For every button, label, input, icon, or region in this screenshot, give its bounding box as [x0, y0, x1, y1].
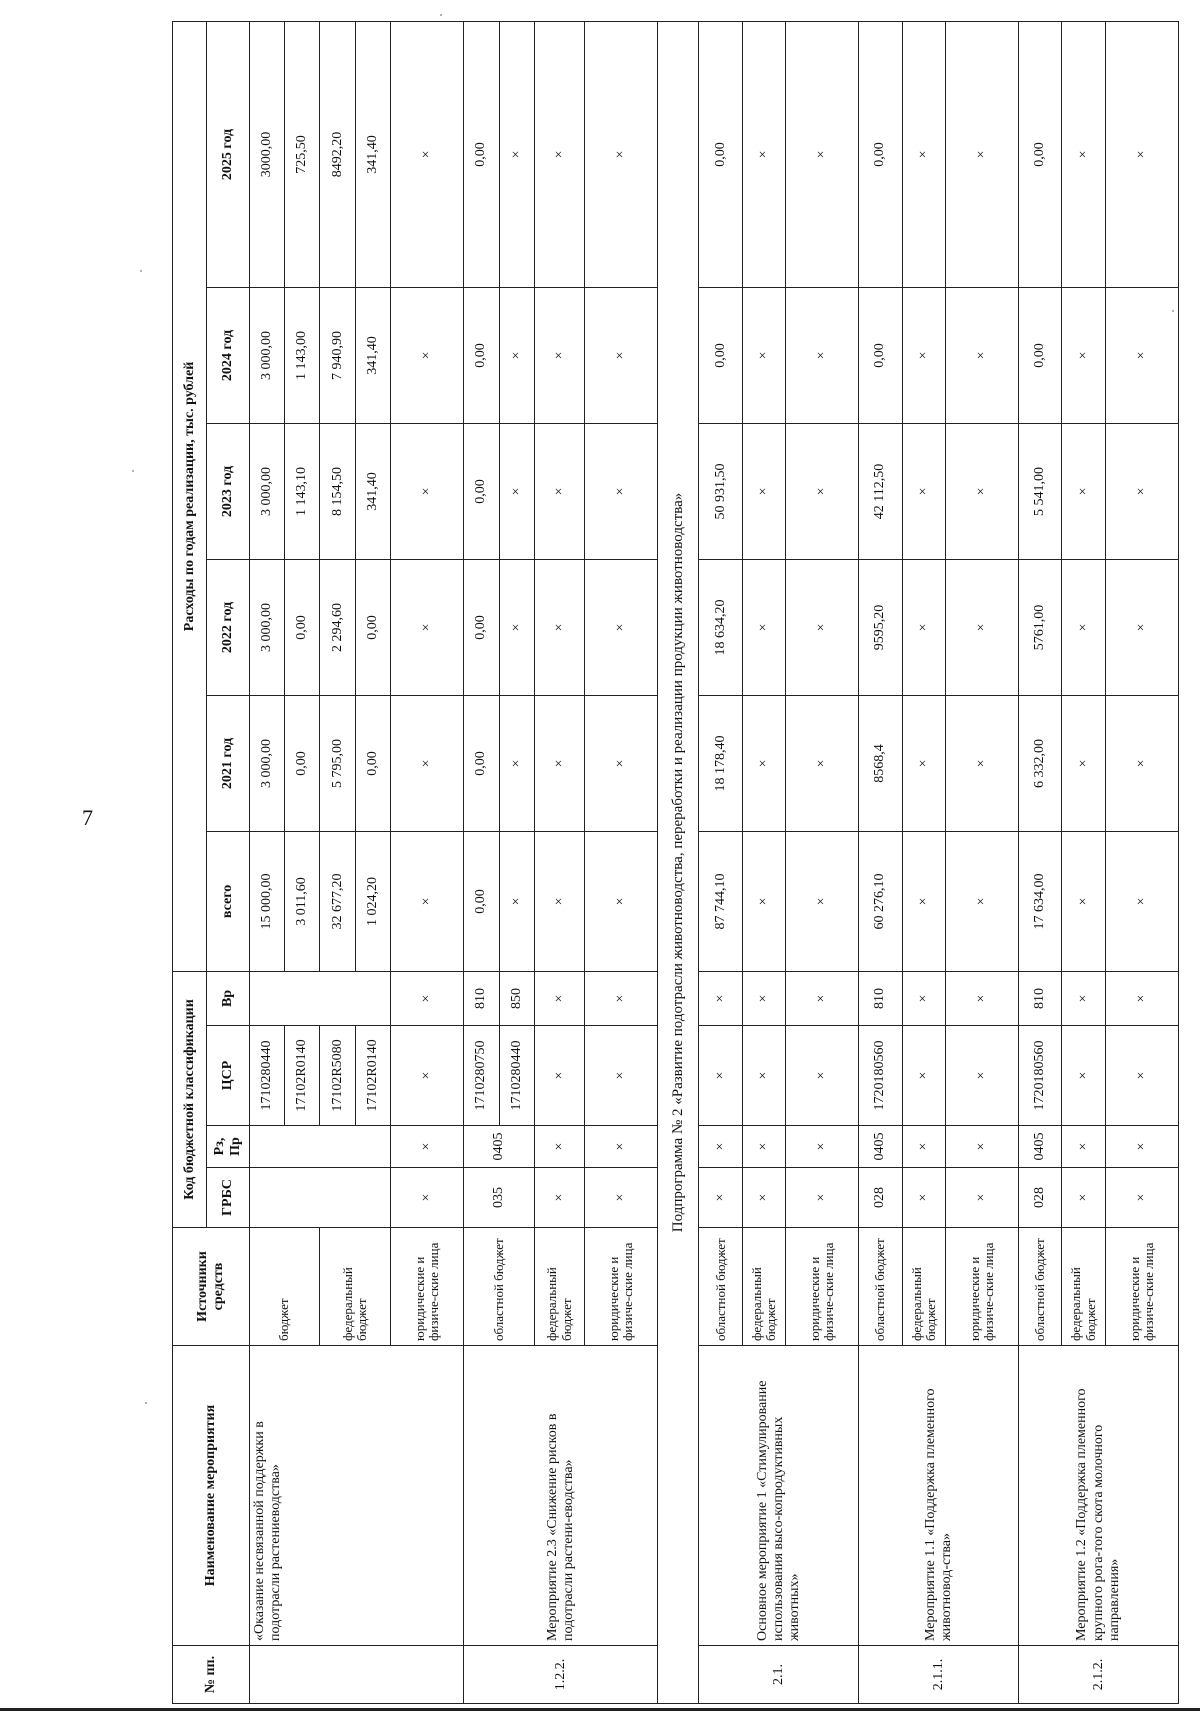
- table-cell: 6 332,00: [1019, 695, 1062, 831]
- table-cell: ×: [391, 559, 464, 695]
- table-cell: 0,00: [285, 559, 320, 695]
- table-cell: ×: [585, 1168, 658, 1228]
- table-cell: ×: [786, 695, 859, 831]
- table-cell: 9595,20: [859, 559, 902, 695]
- table-cell: ×: [535, 287, 585, 423]
- table-cell: 0,00: [285, 695, 320, 831]
- table-cell: 50 931,50: [699, 423, 742, 559]
- block1-csr-4: 17102R0140: [355, 1026, 390, 1126]
- scan-bottom-edge: [0, 1708, 1200, 1711]
- table-cell: ×: [902, 21, 945, 287]
- table-cell: ×: [902, 831, 945, 971]
- row122-vr-1: 810: [464, 971, 499, 1025]
- table-cell: ×: [742, 1126, 785, 1168]
- table-cell: ×: [1105, 971, 1178, 1025]
- header-num: № пп.: [173, 1646, 250, 1704]
- header-name: Наименование мероприятия: [173, 1346, 250, 1646]
- table-cell: ×: [786, 559, 859, 695]
- table-cell: 0,00: [1019, 21, 1062, 287]
- table-cell: 3 000,00: [249, 287, 284, 423]
- table-cell: ×: [585, 21, 658, 287]
- table-cell: 87 744,10: [699, 831, 742, 971]
- table-cell: ×: [902, 423, 945, 559]
- table-cell: ×: [499, 695, 534, 831]
- row212-num: 2.1.2.: [1019, 1646, 1179, 1704]
- table-cell: ×: [742, 423, 785, 559]
- table-cell: ×: [585, 695, 658, 831]
- table-cell: ×: [902, 695, 945, 831]
- table-cell: 0,00: [464, 423, 499, 559]
- table-cell: ×: [946, 287, 1019, 423]
- scan-speck: [440, 14, 442, 16]
- table-cell: ×: [535, 21, 585, 287]
- table-cell: 725,50: [285, 21, 320, 287]
- table-cell: 15 000,00: [249, 831, 284, 971]
- table-cell: ×: [535, 1126, 585, 1168]
- table-cell: ×: [1105, 1026, 1178, 1126]
- table-cell: ×: [946, 831, 1019, 971]
- table-cell: 18 178,40: [699, 695, 742, 831]
- row122-name: Мероприятие 2.3 «Снижение рисков в подотрасли растени-еводства»: [464, 1346, 658, 1646]
- table-cell: 1720180560: [1019, 1026, 1062, 1126]
- header-grbs: ГРБС: [207, 1168, 249, 1228]
- table-cell: 028: [859, 1168, 902, 1228]
- row122-src-obl: областной бюджет: [464, 1228, 535, 1346]
- row211-src-legal: юридические и физиче-ские лица: [946, 1228, 1019, 1346]
- row122-vr-2: 850: [499, 971, 534, 1025]
- table-cell: ×: [1062, 831, 1105, 971]
- row211-src-obl: областной бюджет: [859, 1228, 902, 1346]
- table-cell: 0,00: [355, 695, 390, 831]
- scan-speck: [140, 270, 142, 272]
- table-cell: ×: [742, 287, 785, 423]
- table-cell: 0,00: [699, 21, 742, 287]
- table-cell: ×: [786, 831, 859, 971]
- page-number: 7: [82, 805, 93, 830]
- table-cell: 7 940,90: [320, 287, 355, 423]
- table-cell: 3 000,00: [249, 423, 284, 559]
- table-cell: 0,00: [464, 21, 499, 287]
- table-cell: ×: [786, 1126, 859, 1168]
- table-cell: ×: [1105, 423, 1178, 559]
- header-csr: ЦСР: [207, 1026, 249, 1126]
- block1-num: [249, 1646, 464, 1704]
- row21-src-obl: областной бюджет: [699, 1228, 742, 1346]
- table-cell: 1 143,00: [285, 287, 320, 423]
- table-cell: ×: [391, 831, 464, 971]
- table-cell: 3 000,00: [249, 559, 284, 695]
- table-cell: 2 294,60: [320, 559, 355, 695]
- table-cell: ×: [902, 559, 945, 695]
- table-cell: 18 634,20: [699, 559, 742, 695]
- table-cell: 0,00: [355, 559, 390, 695]
- table-cell: ×: [946, 971, 1019, 1025]
- table-cell: ×: [742, 1168, 785, 1228]
- table-cell: 32 677,20: [320, 831, 355, 971]
- block1-name: «Оказание несвязанной поддержки в подотрасли растениеводства»: [249, 1346, 464, 1646]
- table-cell: ×: [535, 971, 585, 1025]
- row212-name: Мероприятие 1.2 «Поддержка племенного крупного рога-того скота молочного направления»: [1019, 1346, 1179, 1646]
- table-cell: ×: [585, 1026, 658, 1126]
- header-vr: Вр: [207, 971, 249, 1025]
- block1-src-legal: юридические и физиче-ские лица: [391, 1228, 464, 1346]
- table-cell: 1 143,10: [285, 423, 320, 559]
- row211-src-fed: федеральный бюджет: [902, 1228, 945, 1346]
- table-cell: ×: [1105, 831, 1178, 971]
- table-cell: 810: [1019, 971, 1062, 1025]
- header-2021: 2021 год: [207, 695, 249, 831]
- table-cell: 1720180560: [859, 1026, 902, 1126]
- budget-table-container: [172, 22, 1179, 1704]
- table-cell: ×: [946, 695, 1019, 831]
- row122-src-legal: юридические и физиче-ские лица: [585, 1228, 658, 1346]
- table-cell: 0,00: [859, 21, 902, 287]
- table-cell: ×: [535, 831, 585, 971]
- table-cell: 8492,20: [320, 21, 355, 287]
- table-cell: ×: [902, 971, 945, 1025]
- table-cell: 0,00: [1019, 287, 1062, 423]
- table-cell: ×: [1105, 695, 1178, 831]
- header-total: всего: [207, 831, 249, 971]
- table-cell: 341,40: [355, 287, 390, 423]
- table-cell: ×: [391, 971, 464, 1025]
- row122-num: 1.2.2.: [464, 1646, 658, 1704]
- table-cell: ×: [585, 1126, 658, 1168]
- table-cell: ×: [742, 971, 785, 1025]
- row211-num: 2.1.1.: [859, 1646, 1019, 1704]
- table-cell: ×: [1105, 21, 1178, 287]
- table-cell: ×: [786, 1026, 859, 1126]
- table-cell: ×: [902, 287, 945, 423]
- row122-csr-2: 1710280440: [499, 1026, 534, 1126]
- table-cell: 0405: [1019, 1126, 1062, 1168]
- block1-csr-3: 17102R5080: [320, 1026, 355, 1126]
- table-cell: 341,40: [355, 423, 390, 559]
- table-cell: ×: [535, 1026, 585, 1126]
- header-rzpr: Рз, Пр: [207, 1126, 249, 1168]
- table-cell: ×: [946, 1026, 1019, 1126]
- table-cell: 17 634,00: [1019, 831, 1062, 971]
- table-cell: ×: [499, 287, 534, 423]
- table-cell: ×: [742, 695, 785, 831]
- table-cell: ×: [1062, 21, 1105, 287]
- table-cell: 1 024,20: [355, 831, 390, 971]
- row212-src-fed: федеральный бюджет: [1062, 1228, 1105, 1346]
- table-cell: ×: [946, 1168, 1019, 1228]
- table-cell: ×: [742, 1026, 785, 1126]
- table-cell: ×: [742, 21, 785, 287]
- table-cell: ×: [742, 831, 785, 971]
- table-cell: ×: [535, 559, 585, 695]
- table-cell: ×: [902, 1126, 945, 1168]
- table-cell: ×: [1105, 287, 1178, 423]
- header-expenses: Расходы по годам реализации, тыс. рублей: [173, 21, 207, 971]
- table-cell: ×: [699, 1168, 742, 1228]
- table-cell: ×: [1062, 287, 1105, 423]
- table-cell: 0,00: [699, 287, 742, 423]
- row21-num: 2.1.: [699, 1646, 859, 1704]
- table-cell: ×: [1062, 1168, 1105, 1228]
- table-cell: ×: [1105, 1126, 1178, 1168]
- header-2024: 2024 год: [207, 287, 249, 423]
- block1-src-fed: федеральный бюджет: [320, 1228, 391, 1346]
- header-code: Код бюджетной классификации: [173, 971, 207, 1227]
- table-cell: ×: [499, 831, 534, 971]
- table-cell: ×: [499, 21, 534, 287]
- table-cell: ×: [585, 287, 658, 423]
- table-cell: ×: [1105, 1168, 1178, 1228]
- table-cell: 8 154,50: [320, 423, 355, 559]
- table-cell: ×: [786, 287, 859, 423]
- row212-src-obl: областной бюджет: [1019, 1228, 1062, 1346]
- table-cell: ×: [499, 423, 534, 559]
- scan-speck: [132, 470, 134, 472]
- block1-csr-2: 17102R0140: [285, 1026, 320, 1126]
- table-cell: 5761,00: [1019, 559, 1062, 695]
- table-cell: ×: [391, 21, 464, 287]
- row211-name: Мероприятие 1.1 «Поддержка племенного животновод-ства»: [859, 1346, 1019, 1646]
- table-cell: 3 000,00: [249, 695, 284, 831]
- table-cell: ×: [1062, 971, 1105, 1025]
- table-cell: ×: [499, 559, 534, 695]
- row122-rzpr: 0405: [464, 1126, 535, 1168]
- table-cell: ×: [535, 1168, 585, 1228]
- row122-src-fed: федеральный бюджет: [535, 1228, 585, 1346]
- table-cell: ×: [1105, 559, 1178, 695]
- header-source: Источники средств: [173, 1228, 250, 1346]
- table-cell: ×: [535, 423, 585, 559]
- table-cell: ×: [1062, 559, 1105, 695]
- table-cell: 3 011,60: [285, 831, 320, 971]
- table-cell: ×: [786, 423, 859, 559]
- table-cell: ×: [946, 423, 1019, 559]
- table-cell: ×: [391, 287, 464, 423]
- table-cell: ×: [1062, 695, 1105, 831]
- scan-speck: [145, 1402, 147, 1404]
- table-cell: ×: [946, 1126, 1019, 1168]
- table-cell: ×: [786, 21, 859, 287]
- header-2023: 2023 год: [207, 423, 249, 559]
- table-cell: ×: [391, 1126, 464, 1168]
- table-cell: ×: [391, 423, 464, 559]
- table-cell: ×: [535, 695, 585, 831]
- row21-name: Основное мероприятие 1 «Стимулирование использования высо-копродуктивных животных»: [699, 1346, 859, 1646]
- table-cell: ×: [1062, 1026, 1105, 1126]
- row122-grbs: 035: [464, 1168, 535, 1228]
- table-cell: 0,00: [464, 559, 499, 695]
- budget-table: [172, 21, 1179, 1704]
- table-cell: ×: [786, 971, 859, 1025]
- table-cell: 0,00: [464, 287, 499, 423]
- table-cell: ×: [902, 1168, 945, 1228]
- table-cell: ×: [585, 971, 658, 1025]
- table-cell: ×: [585, 423, 658, 559]
- block1-rzpr: [249, 1126, 391, 1168]
- table-cell: 0,00: [464, 695, 499, 831]
- subprogram-title: Подпрограмма № 2 «Развитие подотрасли животноводства, переработки и реализации продукции животноводства»: [658, 21, 699, 1703]
- table-cell: ×: [946, 21, 1019, 287]
- table-cell: 8568,4: [859, 695, 902, 831]
- table-cell: ×: [585, 831, 658, 971]
- table-cell: 810: [859, 971, 902, 1025]
- block1-csr-1: 1710280440: [249, 1026, 284, 1126]
- table-cell: 0,00: [859, 287, 902, 423]
- table-cell: ×: [902, 1026, 945, 1126]
- table-cell: ×: [699, 1026, 742, 1126]
- table-cell: ×: [1062, 423, 1105, 559]
- row21-src-fed: федеральный бюджет: [742, 1228, 785, 1346]
- table-cell: ×: [699, 971, 742, 1025]
- table-cell: 42 112,50: [859, 423, 902, 559]
- table-cell: 5 795,00: [320, 695, 355, 831]
- table-cell: 5 541,00: [1019, 423, 1062, 559]
- header-2025: 2025 год: [207, 21, 249, 287]
- table-cell: ×: [699, 1126, 742, 1168]
- table-cell: ×: [391, 695, 464, 831]
- table-cell: 0,00: [464, 831, 499, 971]
- table-cell: ×: [391, 1026, 464, 1126]
- scan-speck: [1172, 310, 1174, 312]
- block1-grbs: [249, 1168, 391, 1228]
- table-cell: ×: [742, 559, 785, 695]
- block1-src-budget: бюджет: [249, 1228, 320, 1346]
- table-cell: 0405: [859, 1126, 902, 1168]
- table-cell: 3000,00: [249, 21, 284, 287]
- row21-src-legal: юридические и физиче-ские лица: [786, 1228, 859, 1346]
- row122-csr-1: 1710280750: [464, 1026, 499, 1126]
- header-2022: 2022 год: [207, 559, 249, 695]
- table-cell: 341,40: [355, 21, 390, 287]
- block1-vr: [249, 971, 391, 1025]
- table-cell: 60 276,10: [859, 831, 902, 971]
- table-cell: ×: [1062, 1126, 1105, 1168]
- table-cell: ×: [585, 559, 658, 695]
- row212-src-legal: юридические и физиче-ские лица: [1105, 1228, 1178, 1346]
- table-cell: ×: [391, 1168, 464, 1228]
- table-cell: ×: [946, 559, 1019, 695]
- table-cell: 028: [1019, 1168, 1062, 1228]
- table-cell: ×: [786, 1168, 859, 1228]
